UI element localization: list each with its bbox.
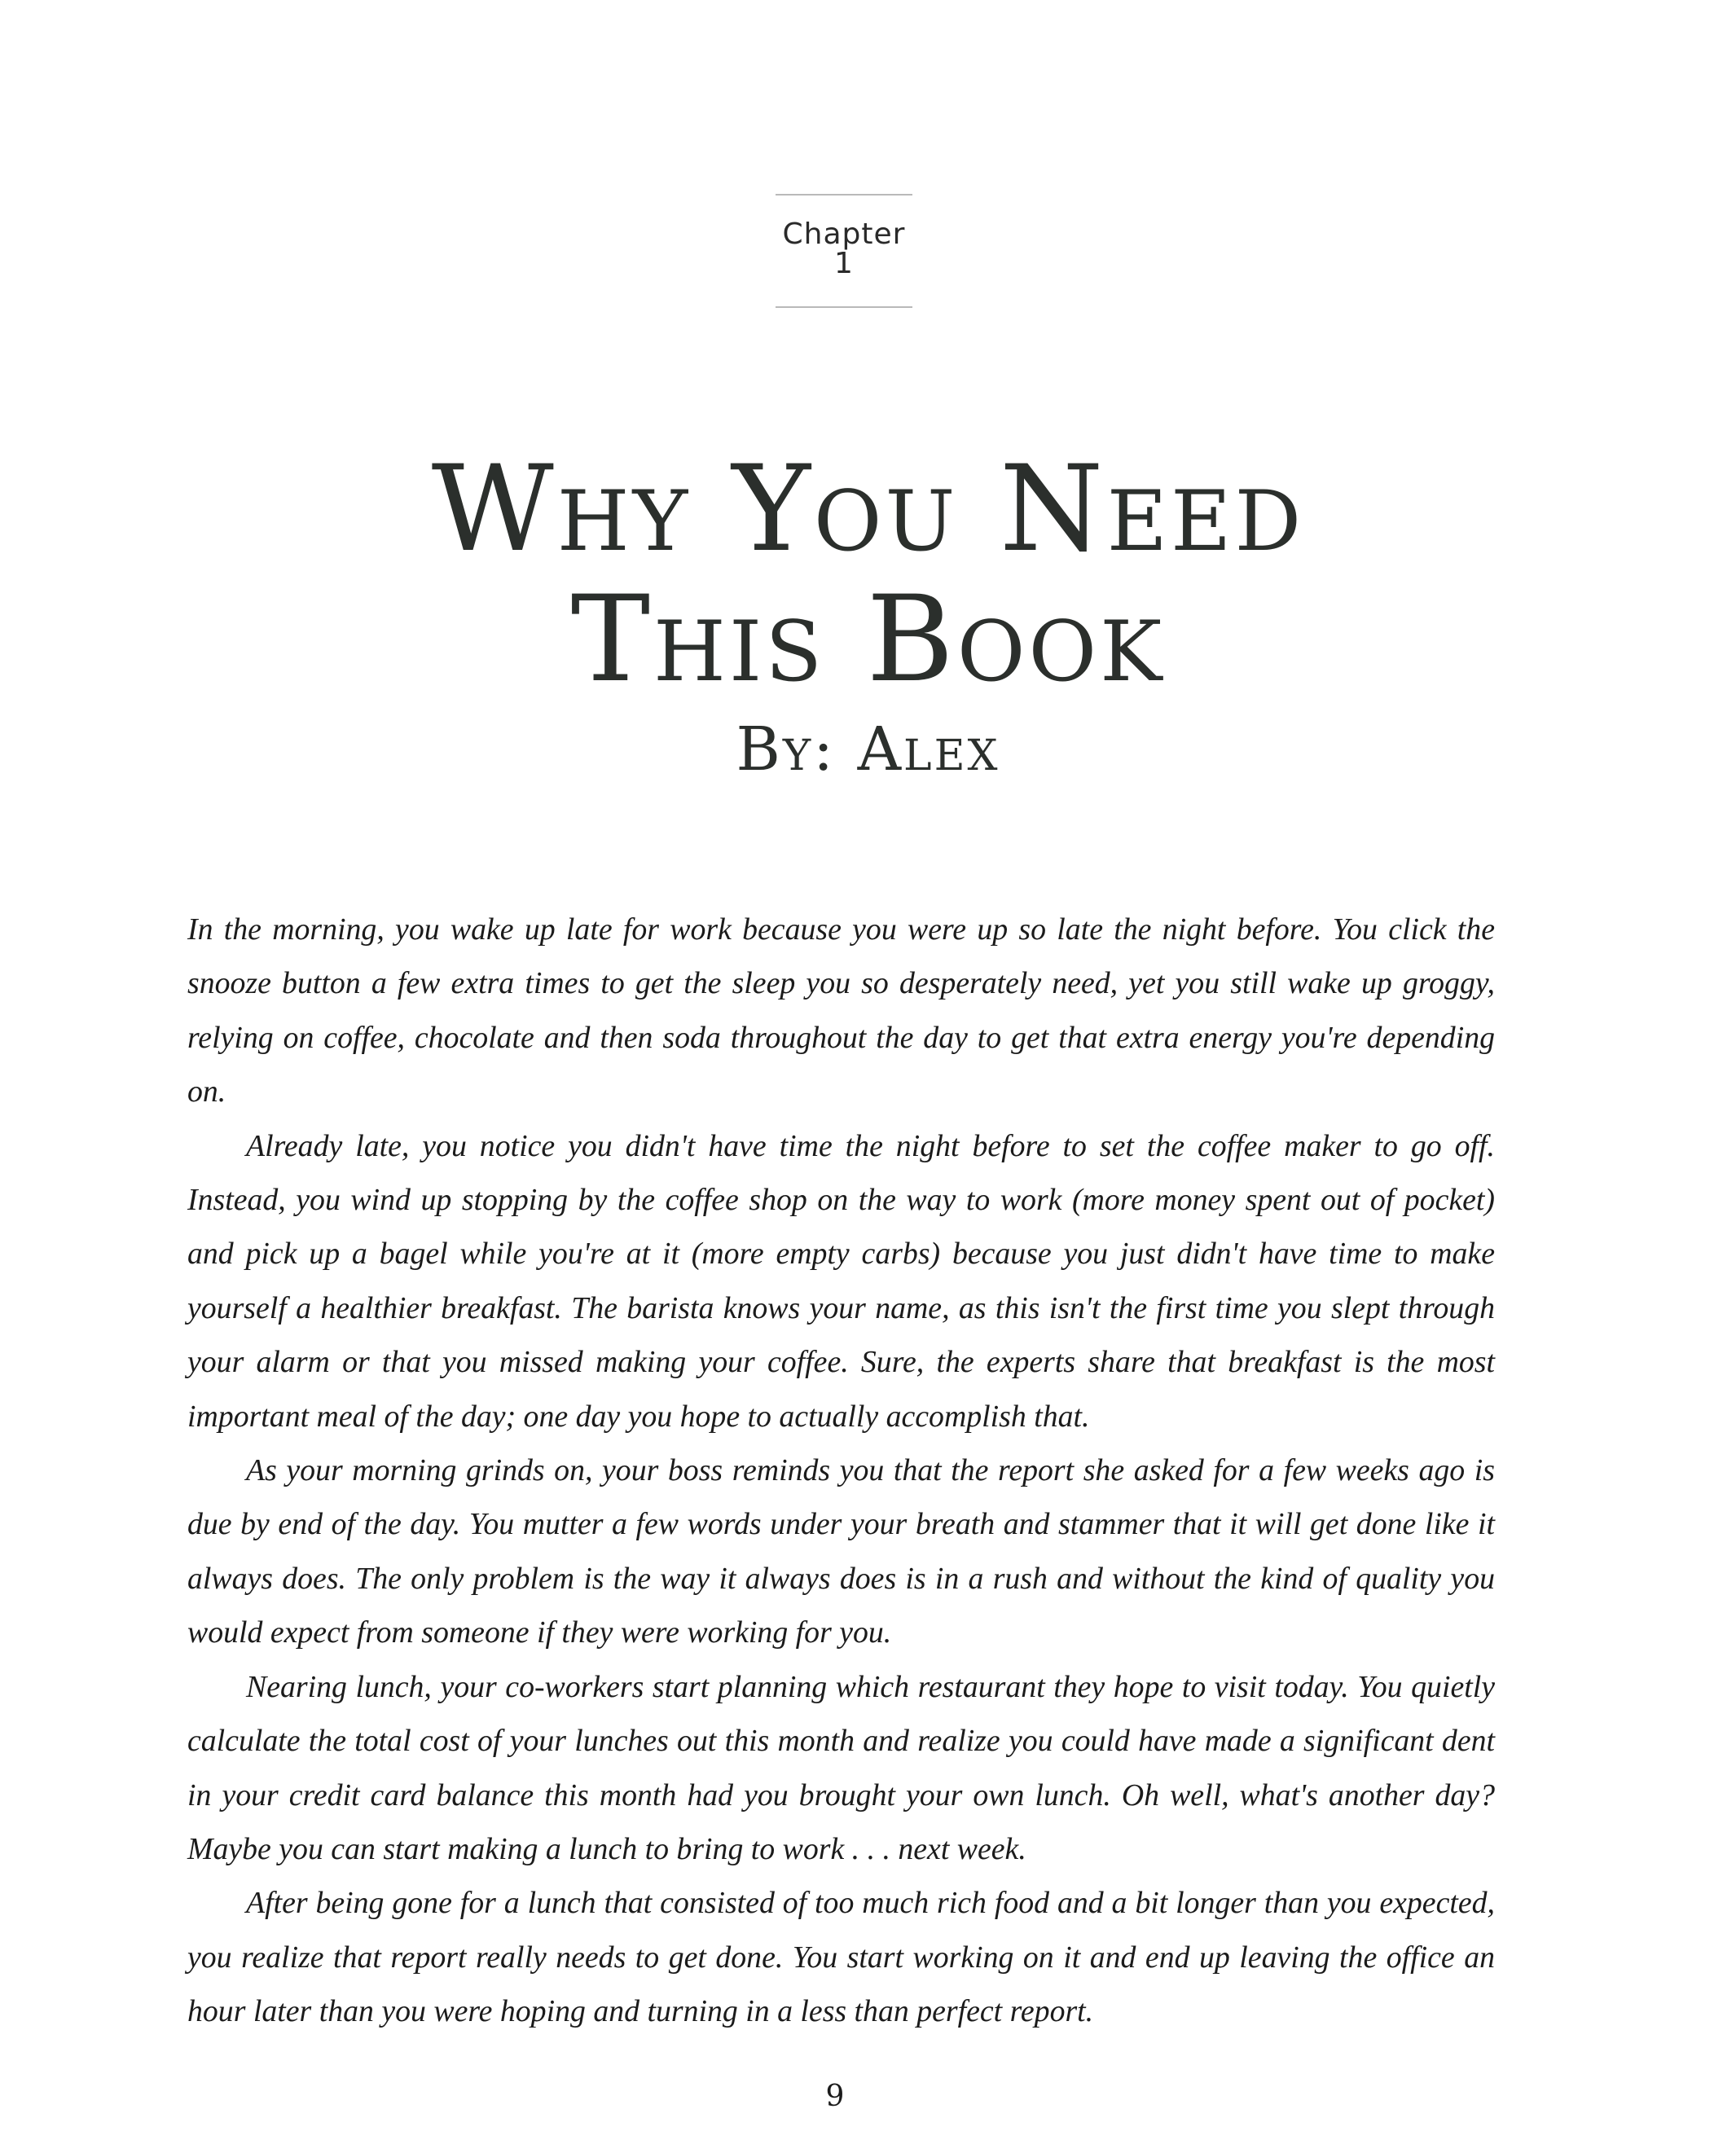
chapter-title-line-1: Why You Need — [431, 440, 1305, 578]
paragraph: Nearing lunch, your co-workers start planning which restaurant they hope to visit today. You quietly calculate the total cost of your lunches out this month and realize you could have made a significant dent in your credit card balance this month had you brought your own lunch. Oh well, what's another day? Maybe you can start making a lunch to bring to work . . . next week. — [187, 1669, 1495, 1866]
author-byline: By: Alex — [736, 714, 1000, 784]
chapter-bottom-rule — [776, 306, 912, 308]
chapter-heading — [776, 194, 912, 308]
body-text — [187, 903, 1495, 2039]
paragraph: As your morning grinds on, your boss reminds you that the report she asked for a few weeks ago is due by end of the day. You mutter a few words under your breath and stammer that it will get done like it always does. The only problem is the way it always does is in a rush and without the kind of quality you would expect from someone if they were working for you. — [187, 1453, 1495, 1650]
paragraph: After being gone for a lunch that consisted of too much rich food and a bit longer than you expected, you realize that report really needs to get done. You start working on it and end up leaving the office an hour later than you were hoping and turning in a less than perfect report. — [187, 1886, 1495, 2029]
paragraph: Already late, you notice you didn't have time the night before to set the coffee maker to go off. Instead, you wind up stopping by the coffee shop on the way to work (more money spent out of pocket) and pick up a bagel while you're at it (more empty carbs) because you just didn't have time to make yourself a healthier breakfast. The barista knows your name, as this isn't the first time you slept through your alarm or that you missed making your coffee. Sure, the experts share that breakfast is the most important meal of the day; one day you hope to actually accomplish that. — [187, 1128, 1495, 1434]
chapter-label: Chapter 1 — [782, 217, 906, 280]
paragraph: In the morning, you wake up late for work because you were up so late the night before. You click the snooze button a few extra times to get the sleep you so desperately need, yet you still wake up groggy, relying on coffee, chocolate and then soda throughout the day to get that extra energy you're depending on. — [187, 912, 1495, 1109]
page-number: 9 — [825, 2080, 845, 2113]
chapter-title-line-2: This Book — [570, 570, 1166, 709]
chapter-title — [244, 440, 1492, 709]
